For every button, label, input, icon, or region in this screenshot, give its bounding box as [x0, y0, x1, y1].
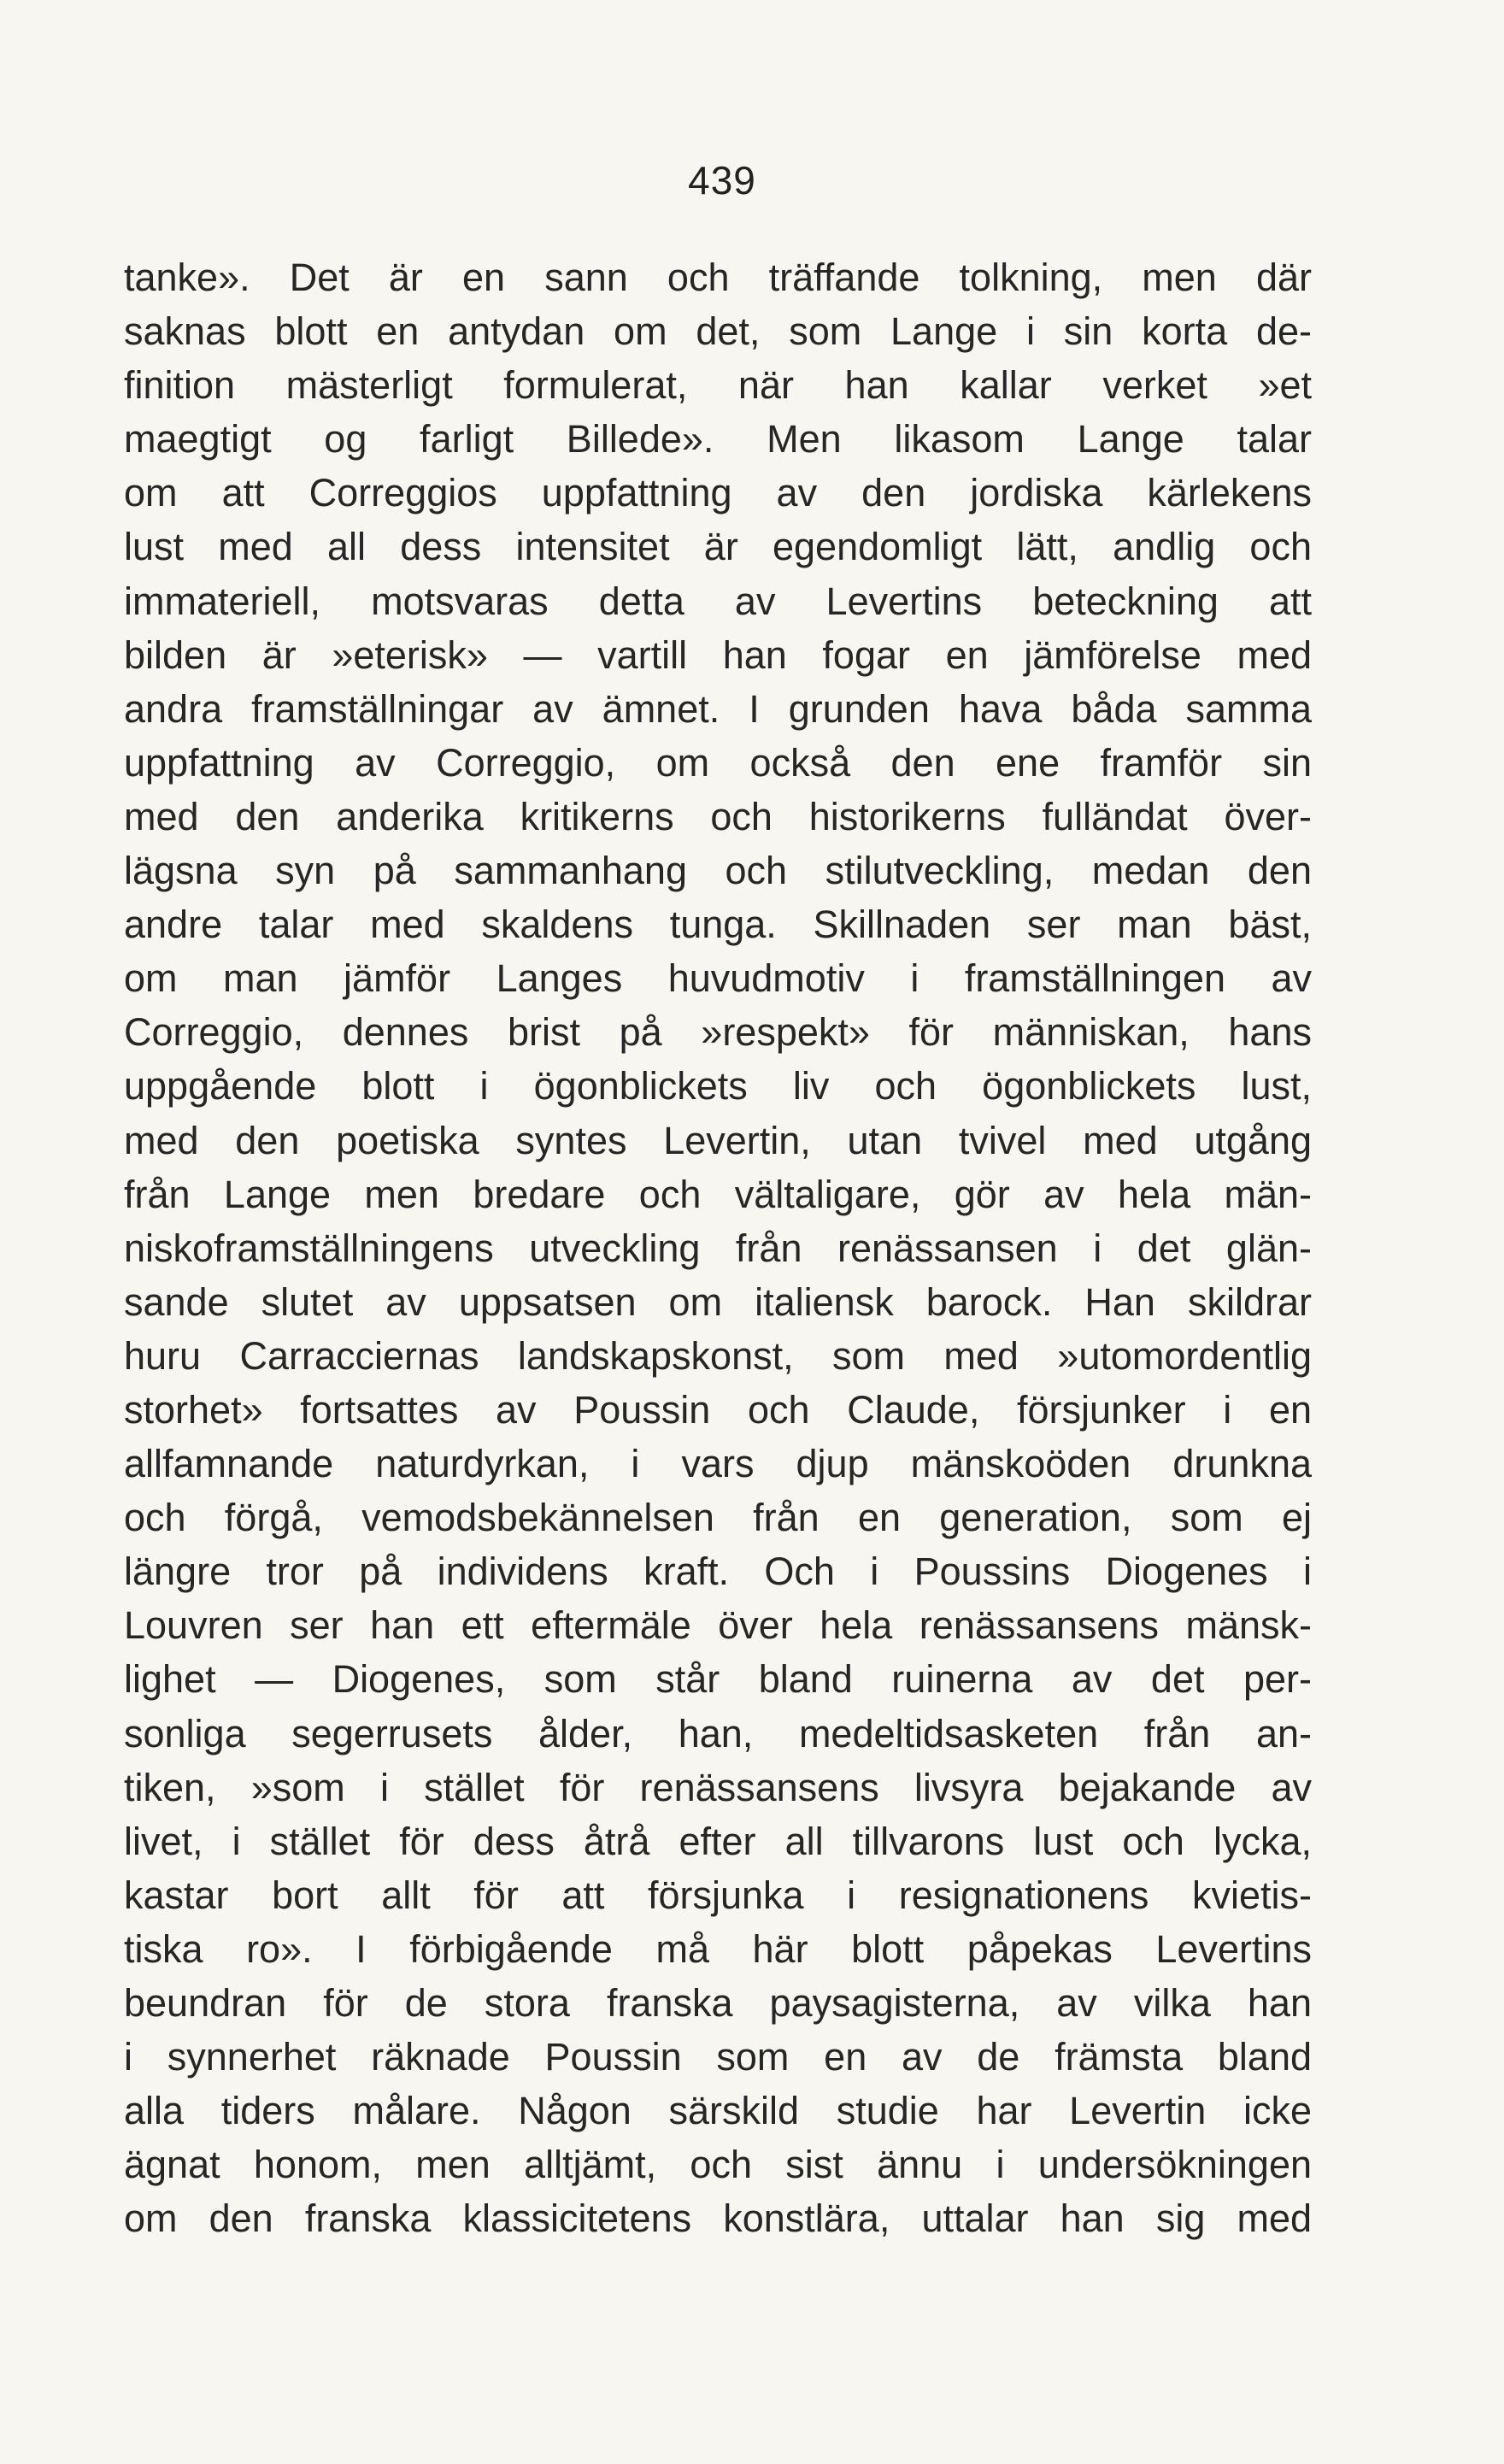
text-line: saknas blott en antydan om det, som Lange i sin korta de-: [124, 309, 1312, 354]
text-line: andre talar med skaldens tunga. Skillnaden ser man bäst,: [124, 903, 1312, 947]
text-line: och förgå, vemodsbekännelsen från en generation, som ej: [124, 1496, 1312, 1540]
text-line: Louvren ser han ett eftermäle över hela renässansens mänsk-: [124, 1603, 1312, 1648]
text-line: bilden är »eterisk» — vartill han fogar en jämförelse med: [124, 632, 1312, 677]
text-line: om man jämför Langes huvudmotiv i framställningen av: [124, 956, 1312, 1001]
text-line: med den anderika kritikerns och historikerns fulländat över-: [124, 794, 1312, 838]
text-line: lighet — Diogenes, som står bland ruinerna av det per-: [124, 1657, 1312, 1702]
text-line: sande slutet av uppsatsen om italiensk barock. Han skildrar: [124, 1279, 1312, 1324]
text-line: om den franska klassicitetens konstlära, uttalar han sig med: [124, 2196, 1312, 2241]
text-line: i synnerhet räknade Poussin som en av de främsta bland: [124, 2035, 1312, 2079]
text-line: kastar bort allt för att försjunka i resignationens kvietis-: [124, 1873, 1312, 1917]
text-line: om att Correggios uppfattning av den jordiska kärlekens: [124, 471, 1312, 515]
text-line: storhet» fortsattes av Poussin och Claude, försjunker i en: [124, 1387, 1312, 1432]
text-line: ägnat honom, men alltjämt, och sist ännu i undersökningen: [124, 2143, 1312, 2187]
text-line: tanke». Det är en sann och träffande tolkning, men där: [124, 256, 1312, 299]
text-line: tiken, »som i stället för renässansens livsyra bejakande av: [124, 1765, 1312, 1809]
text-line: uppfattning av Correggio, om också den ene framför sin: [124, 740, 1312, 785]
page-number: 439: [688, 158, 756, 203]
text-line: Correggio, dennes brist på »respekt» för människan, hans: [124, 1010, 1312, 1055]
text-line: från Lange men bredare och vältaligare, gör av hela män-: [124, 1172, 1312, 1216]
text-line: lägsna syn på sammanhang och stilutveckling, medan den: [124, 849, 1312, 893]
text-line: niskoframställningens utveckling från renässansen i det glän-: [124, 1226, 1312, 1270]
body-text: [124, 250, 1312, 2245]
text-line: beundran för de stora franska paysagisterna, av vilka han: [124, 1981, 1312, 2025]
text-line: allfamnande naturdyrkan, i vars djup mänskoöden drunkna: [124, 1442, 1312, 1486]
text-line: alla tiders målare. Någon särskild studie har Levertin icke: [124, 2089, 1312, 2133]
text-line: med den poetiska syntes Levertin, utan tvivel med utgång: [124, 1118, 1312, 1162]
text-line: livet, i stället för dess åtrå efter all tillvarons lust och lycka,: [124, 1819, 1312, 1863]
text-line: andra framställningar av ämnet. I grunden hava båda samma: [124, 686, 1312, 731]
text-line: huru Carracciernas landskapskonst, som med »utomordentlig: [124, 1333, 1312, 1378]
text-line: maegtigt og farligt Billede». Men likasom Lange talar: [124, 417, 1312, 462]
text-line: lust med all dess intensitet är egendomligt lätt, andlig och: [124, 525, 1312, 569]
text-line: längre tror på individens kraft. Och i Poussins Diogenes i: [124, 1550, 1312, 1594]
text-line: finition mästerligt formulerat, när han kallar verket »et: [124, 363, 1312, 408]
text-line: tiska ro». I förbigående må här blott påpekas Levertins: [124, 1926, 1312, 1971]
text-line: sonliga segerrusets ålder, han, medeltidsasketen från an-: [124, 1711, 1312, 1755]
text-line: immateriell, motsvaras detta av Levertins beteckning att: [124, 579, 1312, 623]
text-line: uppgående blott i ögonblickets liv och ögonblickets lust,: [124, 1064, 1312, 1109]
